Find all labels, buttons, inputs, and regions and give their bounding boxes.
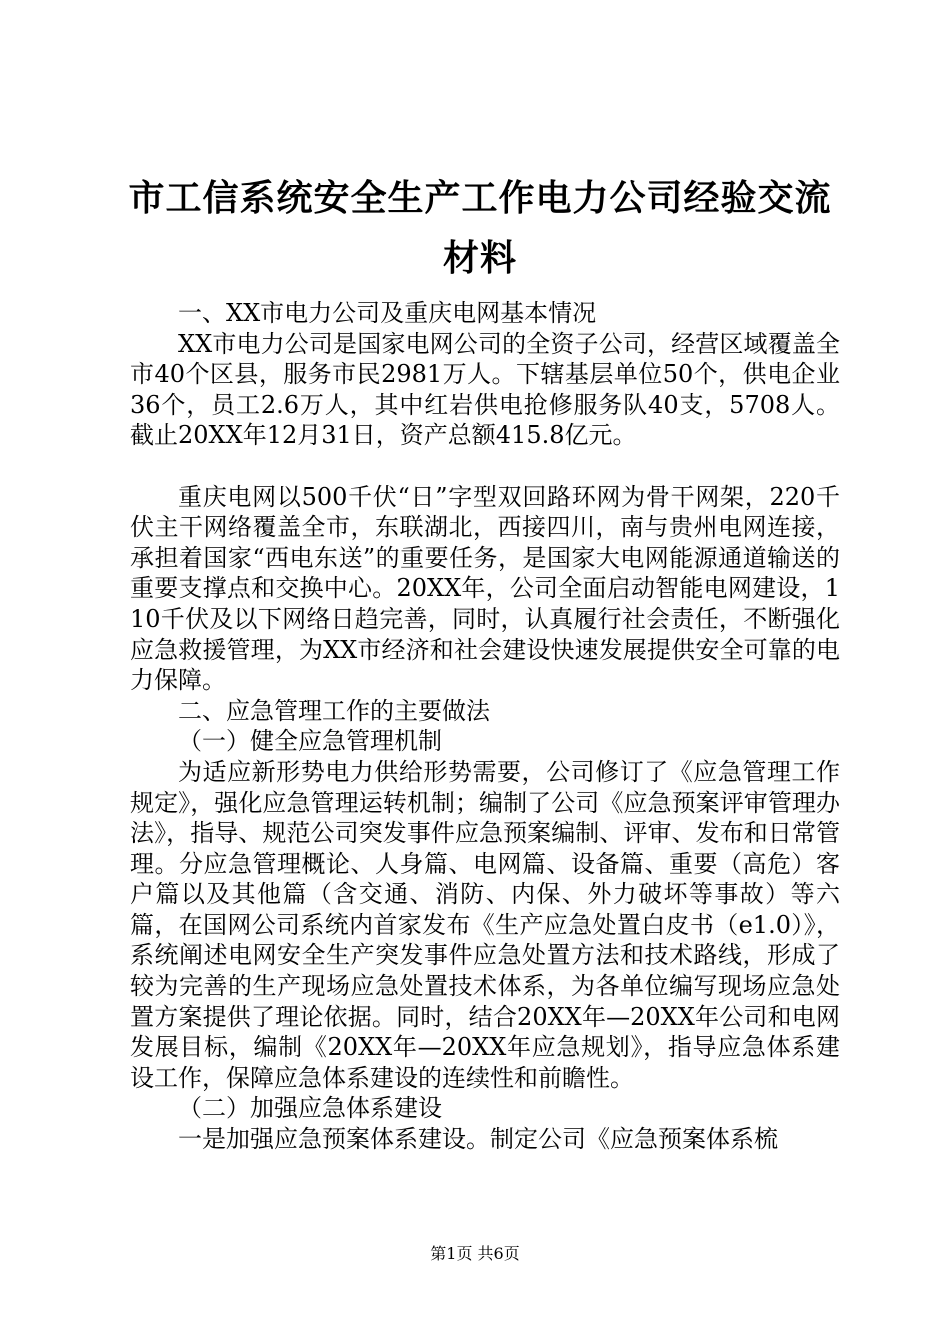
subsection-heading-1: （一）健全应急管理机制	[178, 727, 442, 756]
paragraph-plan-system: 一是加强应急预案体系建设。制定公司《应急预案体系梳	[178, 1125, 778, 1154]
document-body	[130, 298, 840, 1155]
paragraph-spacer	[130, 451, 840, 482]
subsection-heading-2: （二）加强应急体系建设	[178, 1094, 442, 1123]
paragraph-company-overview: XX市电力公司是国家电网公司的全资子公司，经营区域覆盖全市40个区县，服务市民2981万人。下辖基层单位50个，供电企业36个，员工2.6万人，其中红岩供电抢修服务队40支，5708人。截止20XX年12月31日，资产总额415.8亿元。	[130, 329, 840, 450]
paragraph-grid-overview: 重庆电网以500千伏“日”字型双回路环网为骨干网架，220千伏主干网络覆盖全市，东联湖北，西接四川，南与贵州电网连接，承担着国家“西电东送”的重要任务，是国家大电网能源通道输送的重要支撑点和交换中心。20XX年，公司全面启动智能电网建设，110千伏及以下网络日趋完善，同时，认真履行社会责任，不断强化应急救援管理，为XX市经济和社会建设快速发展提供安全可靠的电力保障。	[130, 482, 840, 695]
paragraph-mechanism: 为适应新形势电力供给形势需要，公司修订了《应急管理工作规定》，强化应急管理运转机制；编制了公司《应急预案评审管理办法》，指导、规范公司突发事件应急预案编制、评审、发布和日常管理。分应急管理概论、人身篇、电网篇、设备篇、重要（高危）客户篇以及其他篇（含交通、消防、内保、外力破坏等事故）等六篇，在国网公司系统内首家发布《生产应急处置白皮书（e1.0）》，系统阐述电网安全生产突发事件应急处置方法和技术路线，形成了较为完善的生产现场应急处置技术体系，为各单位编写现场应急处置方案提供了理论依据。同时，结合20XX年—20XX年公司和电网发展目标，编制《20XX年—20XX年应急规划》，指导应急体系建设工作，保障应急体系建设的连续性和前瞻性。	[130, 757, 840, 1092]
document-title: 市工信系统安全生产工作电力公司经验交流材料	[128, 177, 832, 279]
section-heading-2: 二、应急管理工作的主要做法	[178, 696, 490, 725]
section-heading-1: 一、XX市电力公司及重庆电网基本情况	[178, 299, 597, 327]
page-footer: 第1页 共6页	[430, 1244, 520, 1263]
